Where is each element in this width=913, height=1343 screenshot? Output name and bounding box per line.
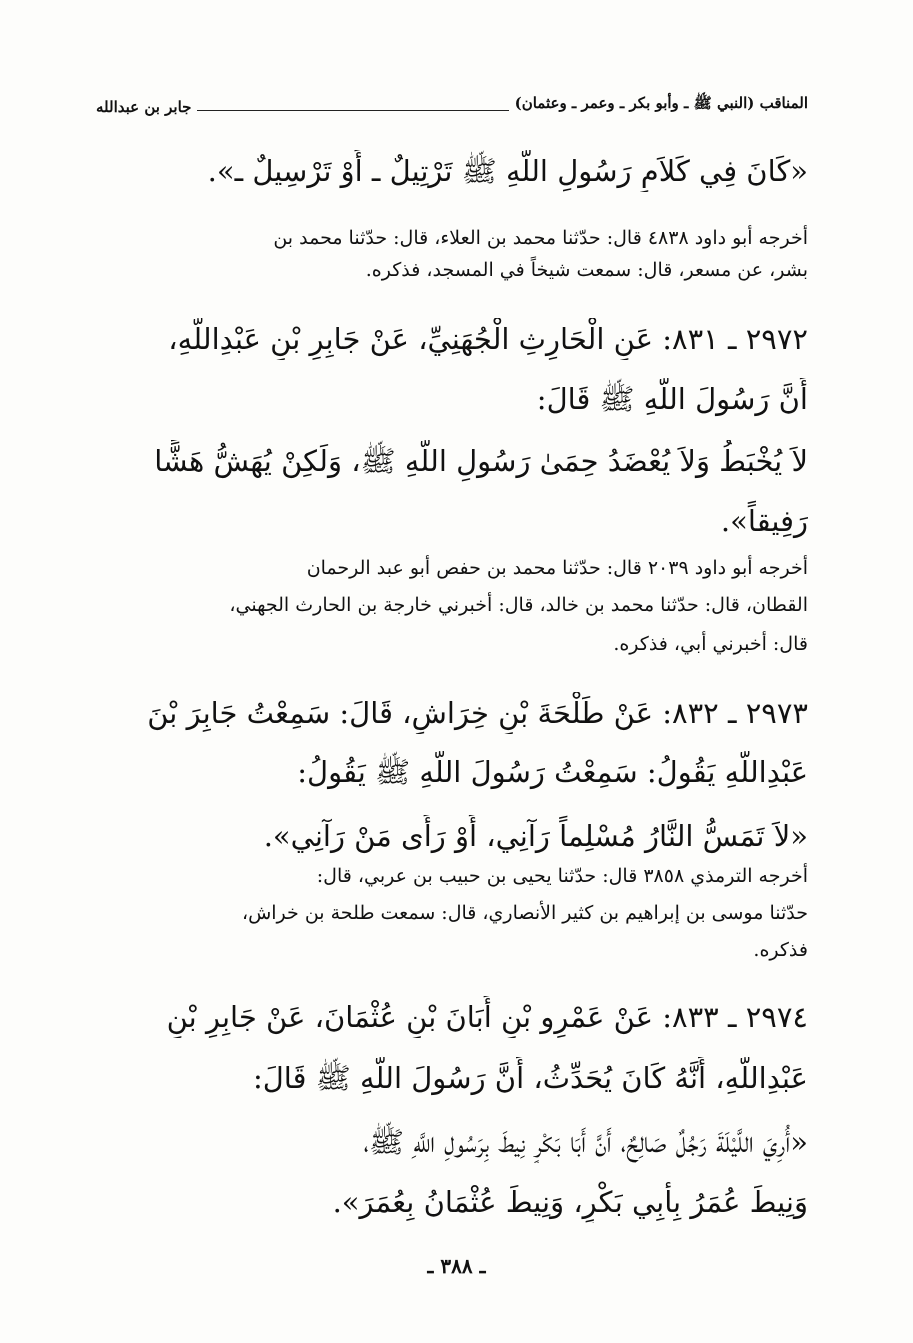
- takhrij-note-line: أخرجه الترمذي ٣٨٥٨ قال: حدّثنا يحيى بن حبيب بن عربي، قال:: [316, 865, 808, 887]
- running-header: [96, 88, 808, 116]
- takhrij-note-line: بشر، عن مسعر، قال: سمعت شيخاً في المسجد، فذكره.: [365, 259, 808, 281]
- header-rule: [197, 110, 508, 111]
- header-section-title: المناقب (النبي ﷺ ـ وأبو بكر ـ وعمر ـ وعثمان): [514, 94, 808, 112]
- takhrij-note-line: أخرجه أبو داود ٢٠٣٩ قال: حدّثنا محمد بن حفص أبو عبد الرحمان: [306, 557, 808, 579]
- takhrij-note-line: فذكره.: [753, 939, 808, 961]
- hadith-text-line: لاَ يُخْبَطُ وَلاَ يُعْضَدُ حِمَىٰ رَسُولِ اللَّهِ ﷺ، وَلَكِنْ يُهَشُّ هَشًّا: [154, 444, 808, 478]
- hadith-text-line: ٢٩٧٢ ـ ٨٣١: عَنِ الْحَارِثِ الْجُهَنِيِّ، عَنْ جَابِرِ بْنِ عَبْدِاللَّهِ،: [168, 322, 808, 356]
- hadith-text-line: ٢٩٧٣ ـ ٨٣٢: عَنْ طَلْحَةَ بْنِ خِرَاشٍ، قَالَ: سَمِعْتُ جَابِرَ بْنَ: [147, 696, 808, 730]
- takhrij-note-line: القطان، قال: حدّثنا محمد بن خالد، قال: أخبرني خارجة بن الحارث الجهني،: [229, 594, 808, 616]
- hadith-text-line: «لاَ تَمَسُّ النَّارُ مُسْلِماً رَآنِي، أَوْ رَأَى مَنْ رَآنِي».: [263, 819, 808, 853]
- hadith-text-line: ٢٩٧٤ ـ ٨٣٣: عَنْ عَمْرِو بْنِ أَبَانَ بْنِ عُثْمَانَ، عَنْ جَابِرِ بْنِ: [166, 1000, 808, 1034]
- takhrij-note-line: حدّثنا موسى بن إبراهيم بن كثير الأنصاري، قال: سمعت طلحة بن خراش،: [241, 902, 808, 924]
- hadith-text-line: عَبْدِاللَّهِ، أَنَّهُ كَانَ يُحَدِّثُ، أَنَّ رَسُولَ اللَّهِ ﷺ قَالَ:: [252, 1061, 808, 1095]
- takhrij-note-line: أخرجه أبو داود ٤٨٣٨ قال: حدّثنا محمد بن العلاء، قال: حدّثنا محمد بن: [273, 227, 808, 249]
- hadith-text-line: «كَانَ فِي كَلاَمِ رَسُولِ اللَّهِ ﷺ تَرْتِيلٌ ـ أَوْ تَرْسِيلٌ ـ».: [207, 154, 808, 188]
- takhrij-note-line: قال: أخبرني أبي، فذكره.: [613, 633, 808, 655]
- hadith-text-line: رَفِيقاً».: [720, 504, 808, 538]
- hadith-text-line: عَبْدِاللَّهِ يَقُولُ: سَمِعْتُ رَسُولَ اللَّهِ ﷺ يَقُولُ:: [297, 755, 808, 789]
- hadith-text-line: وَنِيطَ عُمَرُ بِأَبِي بَكْرٍ، وَنِيطَ عُثْمَانُ بِعُمَرَ».: [332, 1185, 808, 1219]
- hadith-text-line: أَنَّ رَسُولَ اللَّهِ ﷺ قَالَ:: [536, 382, 808, 416]
- hadith-text-line: «أُرِيَ اللَّيْلَةَ رَجُلٌ صَالِحٌ، أَنَّ أَبَا بَكْرٍ نِيطَ بِرَسُولِ اللَّهِ ﷺ،: [363, 1125, 808, 1159]
- page-number: ـ ٣٨٨ ـ: [427, 1254, 486, 1278]
- header-chapter-title: جابر بن عبدالله: [96, 98, 192, 116]
